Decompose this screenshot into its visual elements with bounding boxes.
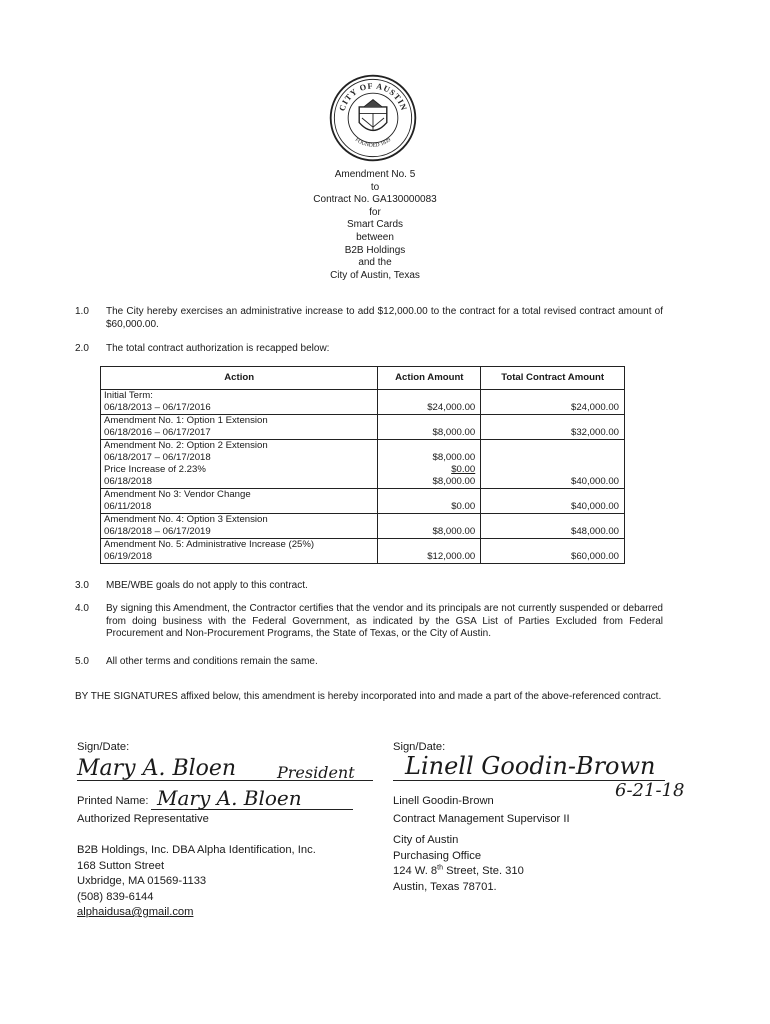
section-number: 5.0 — [75, 656, 89, 667]
printed-name-row — [77, 785, 377, 812]
action-cell — [101, 514, 378, 539]
action-cell — [101, 489, 378, 514]
contractor-signature-block — [77, 740, 377, 921]
section-text: MBE/WBE goals do not apply to this contract. — [106, 580, 308, 591]
section-number: 1.0 — [75, 306, 89, 317]
amount-line: $8,000.00 — [432, 476, 476, 487]
title-line: and the — [358, 257, 392, 269]
action-amount-cell — [378, 440, 481, 489]
section-3 — [75, 580, 665, 594]
section-1 — [75, 306, 665, 332]
table-row — [101, 440, 625, 489]
handwritten-date: 6-21-18 — [615, 779, 685, 801]
contractor-city: Uxbridge, MA 01569-1133 — [77, 875, 207, 887]
total-amount-cell: $40,000.00 — [481, 489, 625, 514]
title-line: City of Austin, Texas — [330, 269, 420, 281]
seal-bottom-text: FOUNDED 1839 — [353, 136, 393, 149]
section-text: The City hereby exercises an administrative increase to add $12,000.00 to the contract for a total revised contract amount of $60,000.00. — [106, 306, 663, 330]
total-amount-cell: $60,000.00 — [481, 539, 625, 564]
contractor-company: B2B Holdings, Inc. DBA Alpha Identification, Inc. — [77, 844, 316, 856]
signature-line — [77, 780, 373, 781]
action-line: 06/18/2013 – 06/17/2016 — [104, 402, 211, 413]
section-2 — [75, 343, 665, 357]
total-amount-cell: $48,000.00 — [481, 514, 625, 539]
action-line: Amendment No. 1: Option 1 Extension — [104, 415, 268, 426]
section-text: All other terms and conditions remain the same. — [106, 656, 318, 667]
title-line: between — [356, 231, 394, 243]
city-office: Purchasing Office — [393, 849, 482, 862]
printed-name-label: Printed Name: — [77, 794, 149, 807]
street-part: 124 W. 8 — [393, 865, 438, 877]
city-name-row — [393, 779, 693, 812]
action-amount-cell: $12,000.00 — [378, 539, 481, 564]
contractor-role: Authorized Representative — [77, 812, 209, 825]
table-row — [101, 390, 625, 415]
closing-statement — [75, 691, 665, 719]
section-text: The total contract authorization is recapped below: — [106, 343, 330, 354]
title-line: for — [369, 206, 381, 218]
contract-recap-table — [100, 366, 625, 564]
action-line: 06/19/2018 — [104, 551, 153, 562]
section-4 — [75, 603, 665, 643]
action-line: Amendment No. 2: Option 2 Extension — [104, 440, 268, 451]
action-line: 06/18/2018 — [104, 476, 153, 487]
section-5 — [75, 656, 665, 670]
printed-name-line — [151, 809, 353, 810]
action-cell — [101, 539, 378, 564]
city-signature — [393, 751, 693, 782]
title-line: B2B Holdings — [344, 244, 406, 256]
column-header-total-amount: Total Contract Amount — [481, 367, 625, 390]
total-amount-cell: $24,000.00 — [481, 390, 625, 415]
column-header-action: Action — [101, 367, 378, 390]
city-of-austin-seal-icon — [327, 72, 419, 164]
title-line: Smart Cards — [346, 219, 404, 231]
sign-date-label: Sign/Date: — [77, 741, 130, 753]
sign-date-label: Sign/Date: — [393, 741, 446, 753]
svg-text:FOUNDED 1839 — [354, 137, 392, 149]
title-line: Contract No. GA130000083 — [313, 194, 437, 206]
city-signer-title: Contract Management Supervisor II — [393, 812, 570, 825]
action-line: Amendment No. 4: Option 3 Extension — [104, 514, 268, 525]
action-line: 06/18/2016 – 06/17/2017 — [104, 427, 211, 438]
section-number: 4.0 — [75, 603, 89, 614]
seal-top-text: CITY OF AUSTIN — [337, 81, 409, 113]
city-street — [393, 864, 693, 880]
title-line: to — [370, 181, 380, 193]
handwritten-title: President — [277, 762, 355, 782]
street-part: Street, Ste. 310 — [443, 865, 524, 877]
amendment-title — [235, 169, 515, 282]
amount-line: $8,000.00 — [432, 452, 476, 463]
city-city-line: Austin, Texas 78701. — [393, 880, 497, 893]
action-line: Initial Term: — [104, 390, 153, 401]
table-row — [101, 514, 625, 539]
contractor-signature — [77, 756, 377, 782]
action-line: Amendment No 3: Vendor Change — [104, 489, 251, 500]
action-line: Amendment No. 5: Administrative Increase (25%) — [104, 539, 315, 550]
table-row — [101, 415, 625, 440]
column-header-action-amount: Action Amount — [378, 367, 481, 390]
street-superscript: th — [437, 864, 443, 872]
city-org: City of Austin — [393, 834, 459, 846]
table-header-row — [101, 367, 625, 390]
table-row — [101, 489, 625, 514]
city-signature-block — [393, 740, 693, 895]
contractor-street: 168 Sutton Street — [77, 859, 165, 872]
action-amount-cell: $0.00 — [378, 489, 481, 514]
handwritten-signature: Mary A. Bloen — [77, 755, 237, 781]
action-line: 06/18/2017 – 06/17/2018 — [104, 452, 211, 463]
handwritten-signature: Linell Goodin-Brown — [405, 751, 656, 780]
section-number: 3.0 — [75, 580, 89, 591]
action-line: 06/11/2018 — [104, 501, 152, 512]
action-line: 06/18/2018 – 06/17/2019 — [104, 526, 211, 537]
action-amount-cell: $8,000.00 — [378, 514, 481, 539]
action-cell — [101, 390, 378, 415]
closing-text: BY THE SIGNATURES affixed below, this amendment is hereby incorporated into and made a part of the above-referenced contract. — [75, 691, 662, 702]
action-amount-cell: $8,000.00 — [378, 415, 481, 440]
total-amount-cell: $40,000.00 — [481, 440, 625, 489]
total-amount-cell: $32,000.00 — [481, 415, 625, 440]
title-line: Amendment No. 5 — [334, 169, 416, 180]
action-cell — [101, 440, 378, 489]
city-signer-name: Linell Goodin-Brown — [393, 794, 494, 807]
action-amount-cell: $24,000.00 — [378, 390, 481, 415]
handwritten-printed-name: Mary A. Bloen — [157, 785, 302, 810]
contractor-email-link[interactable]: alphaidusa@gmail.com — [77, 906, 194, 918]
action-cell — [101, 415, 378, 440]
amount-line: $0.00 — [451, 464, 476, 475]
action-line: Price Increase of 2.23% — [104, 464, 206, 475]
contractor-phone: (508) 839-6144 — [77, 890, 154, 903]
section-text: By signing this Amendment, the Contractor certifies that the vendor and its principals are not currently suspended or debarred from doing business with the Federal Government, as indicated by the GSA List of Parties Excluded from Federal Procurement and Non-Procurement Programs, the State of Texas, or the City of Austin. — [106, 603, 663, 639]
section-number: 2.0 — [75, 343, 89, 354]
table-row — [101, 539, 625, 564]
